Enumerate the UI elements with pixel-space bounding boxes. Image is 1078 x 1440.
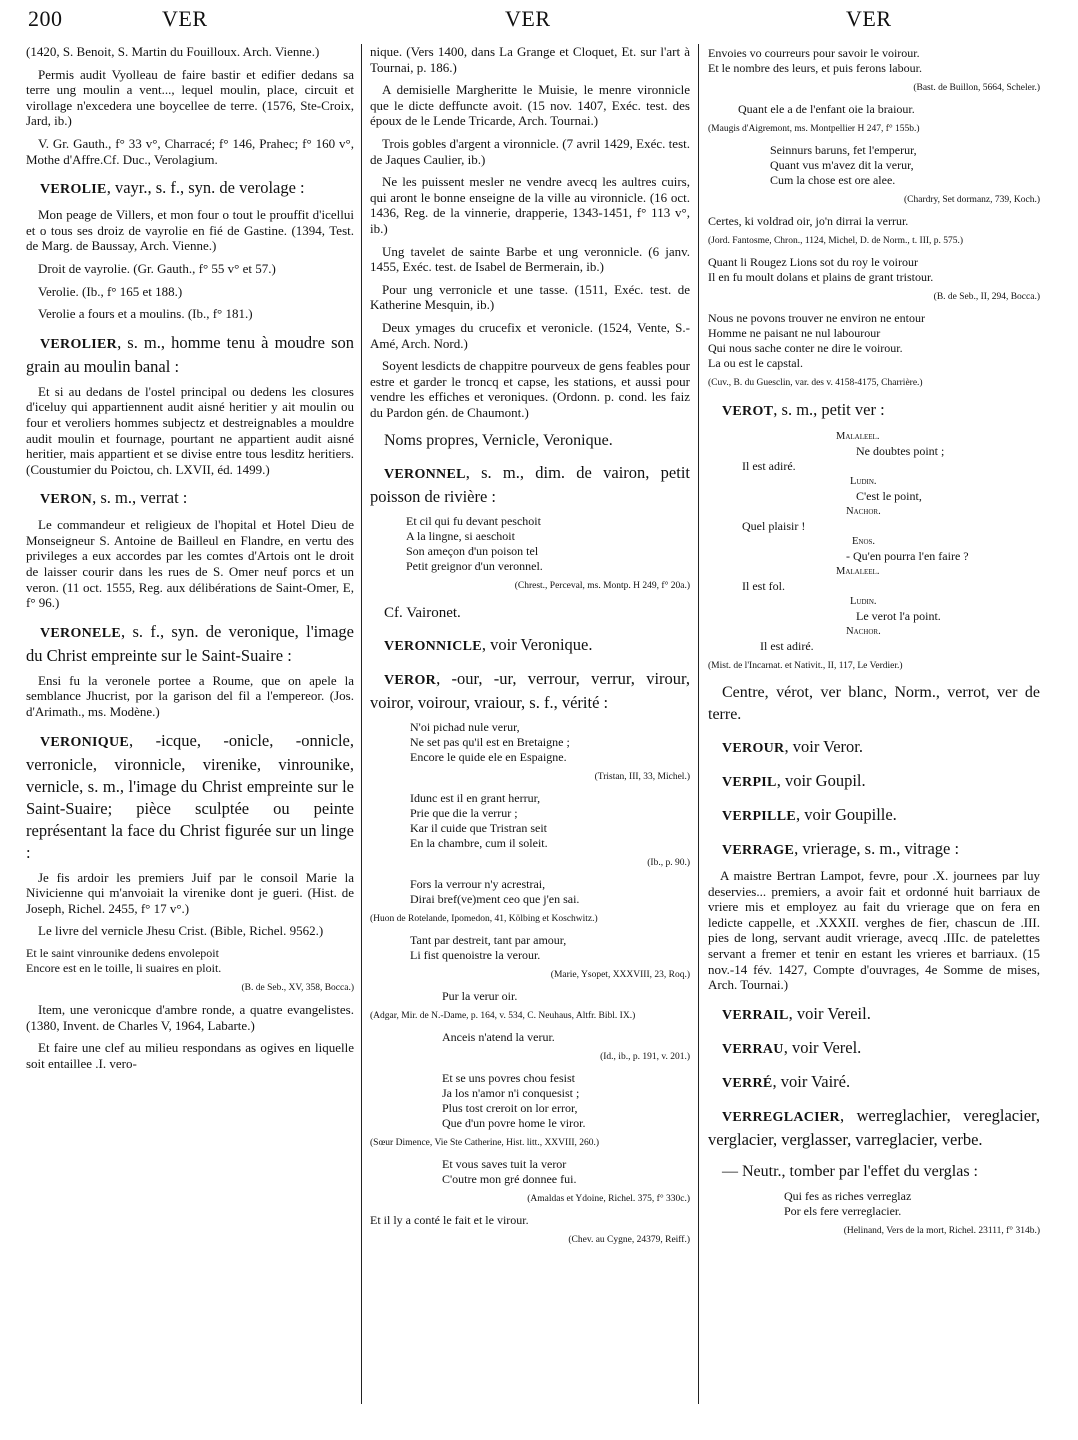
verse-quote — [442, 1030, 690, 1045]
entry-veronele: VERONELE, s. f., syn. de veronique, l'image du Christ empreinte sur le Saint-Suaire : — [26, 621, 354, 665]
verse-line: Et le saint vinrounike dedens envolepoit — [26, 946, 219, 960]
verse-line: Ja los n'amor n'i conquesist ; — [442, 1086, 580, 1101]
source-reference: (B. de Seb., II, 294, Bocca.) — [933, 292, 1040, 302]
speaker-name: Ludin. — [850, 476, 877, 487]
verse-line: Kar il cuide que Tristran seit — [410, 821, 547, 836]
speaker-name: Enos. — [852, 536, 876, 547]
verse-line: Et il ly a conté le fait et le virour. — [370, 1213, 529, 1228]
cross-reference: Cf. Vaironet. — [384, 605, 461, 622]
verse-line: Il est fol. — [742, 579, 785, 593]
citation: Je fis ardoir les premiers Juif par le consoil Marie la Nivicienne qui m'anvoiait la virenike dont je gueri. (Hist. de Joseph, Richel. 2455, f° 17 v°.) — [26, 869, 354, 916]
source-reference: (Marie, Ysopet, XXXVIII, 23, Roq.) — [550, 970, 690, 981]
speaker-name: Nachor. — [846, 506, 881, 517]
speaker-name: Nachor. — [846, 626, 881, 637]
entry-verour: VEROUR, voir Veror. — [722, 737, 864, 756]
citation: Ensi fu la veronele portee a Roume, que on apele la semblance Jhucrist, por la garison del fil a l'empereor. (Jos. d'Arimath., ms. Modène.) — [26, 672, 354, 720]
entry-verot: VEROT, s. m., petit ver : — [722, 400, 885, 419]
headword: VERPIL — [722, 775, 777, 790]
column-rule — [698, 44, 699, 1404]
verse-line: N'oi pichad nule verur, — [410, 720, 520, 735]
verse-line: Idunc est il en grant herrur, — [410, 791, 541, 806]
verse-line: Tant par destreit, tant par amour, — [410, 933, 567, 948]
citation: Ung tavelet de sainte Barbe et ung veronnicle. (6 janv. 1455, Exéc. test. de Isabel de Bermerain, ib.) — [370, 243, 690, 275]
page-header — [0, 0, 1078, 40]
running-headword-center: VER — [505, 6, 551, 31]
entry-verre: VERRÉ, voir Vairé. — [722, 1071, 851, 1091]
verse-quote — [738, 102, 1040, 117]
citation: Pour ung verronicle et une tasse. (1511, Exéc. test. de Katherine Mesquin, ib.) — [370, 281, 690, 313]
source-reference: (Huon de Rotelande, Ipomedon, 41, Kölbing et Koschwitz.) — [370, 914, 598, 925]
headword: VERRAIL — [722, 1007, 789, 1023]
headword: VERON — [40, 492, 93, 508]
verse-line: Et le nombre des leurs, et puis ferons labour. — [708, 61, 922, 75]
verse-quote — [410, 933, 690, 963]
verse-quote — [770, 143, 1040, 188]
dialogue-quote — [708, 429, 1040, 654]
verse-line: Li fist quenoistre la verour. — [410, 948, 541, 963]
headword: VEROT — [722, 404, 774, 419]
headword: VEROLIE — [40, 182, 107, 198]
verse-quote — [410, 720, 690, 765]
citation: Permis audit Vyolleau de faire bastir et edifier dedans sa terre ung moulin a vent..., lequel moulin, place, circuit et virollage n'excedera une boycellee de terre. (1576, Ste-Croix, Jard, ib.) — [26, 66, 354, 129]
verse-quote — [442, 1157, 690, 1187]
page-number: 200 — [28, 6, 63, 31]
cross-reference: V. Gr. Gauth., f° 33 v°, Charracé; f° 146, Prahec; f° 160 v°, Mothe d'Affre.Cf. Duc., Verolagium. — [26, 135, 354, 167]
citation: A maistre Bertran Lampot, fevre, pour .X. journees par luy deservies... premiers, a avoir fait et ordonné huit barriaux de vriere mis et employez au fait du vrierage que on fera en ledicte cappelle, et .XXXII. verghes de fier, chascun de .III. pies de long, servant audit vrierage, avecq .IIIc. de patelettes servant a fremer et tenir en estant les vrieres et barriaux. (15 nov.-14 fév. 1427, Compte d'ouvrages, 4e Somme de mises, Arch. Tournai.) — [708, 868, 1040, 993]
source-reference: (Chardry, Set dormanz, 739, Koch.) — [903, 195, 1040, 205]
citation: Trois gobles d'argent a vironnicle. (7 avril 1429, Exéc. test. de Jaques Caulier, ib.) — [370, 135, 690, 167]
headword: VEROR — [384, 673, 437, 689]
citation: (1420, S. Benoit, S. Martin du Fouilloux. Arch. Vienne.) — [26, 44, 320, 59]
source-reference: (Tristan, III, 33, Michel.) — [594, 772, 690, 783]
headword: VERPILLE — [722, 809, 796, 824]
citation: nique. (Vers 1400, dans La Grange et Cloquet, Et. sur l'art à Tournai, p. 186.) — [370, 44, 690, 75]
verse-quote — [708, 311, 1040, 371]
verse-quote — [410, 877, 690, 907]
headword: VERRAU — [722, 1041, 784, 1057]
verse-line: Et cil qui fu devant peschoit — [406, 514, 541, 529]
verse-line: Cum la chose est ore alee. — [770, 173, 896, 187]
source-reference: (Ib., p. 90.) — [647, 858, 690, 869]
sense-definition: — Neutr., tomber par l'effet du verglas : — [722, 1162, 978, 1180]
verse-line: Qui nous sache conter ne dire le voirour. — [708, 341, 903, 355]
verse-line: Et se uns povres chou fesist — [442, 1071, 575, 1086]
headword: VEROUR — [722, 741, 785, 756]
citation: Verolie. (Ib., f° 165 et 188.) — [38, 283, 183, 299]
verse-quote — [410, 791, 690, 851]
verse-line: Homme ne paisant ne nul labourour — [708, 326, 881, 340]
source-reference: (Bast. de Buillon, 5664, Scheler.) — [913, 83, 1040, 93]
citation: Mon peage de Villers, et mon four o tout le prouffit d'icellui et o tous ses droiz de vayrolie en fié de Gastine. (1394, Test. de Marg. de Baussay, Arch. Vienne.) — [26, 207, 354, 254]
citation: Et si au dedans de l'ostel principal ou dedens les closures d'iceluy qui appartiennent audit aisné heritier y ait moulin ou four et veroliers hommes subjectz et destreignables a mouldre audit moulin et fournage, pourtant ne appartient audit aisné heritier, mais appartient et se divise entre tous lesditz heritiers. (Coustumier du Poictou, ch. LXVII, éd. 1499.) — [26, 383, 354, 477]
citation: Le commandeur et religieux de l'hopital et Hotel Dieu de Monseigneur S. Antoine de Bailleul en Flandre, en vertu des privileges a eux accordes par les comtes d'Artois ont le droit de laisser courir dans les rues de S. Omer neuf porcs et un veron. (11 oct. 1555, Reg. aux délibérations de Saint-Omer, E, f° 96.) — [26, 517, 354, 611]
verse-line: Por els fere verreglacier. — [784, 1203, 902, 1218]
column-middle — [370, 44, 690, 1404]
citation: Le livre del vernicle Jhesu Crist. (Bible, Richel. 9562.) — [38, 923, 324, 939]
verse-quote — [442, 1071, 690, 1131]
headword: VERRÉ — [722, 1075, 773, 1091]
verse-line: Son ameçon d'un poison tel — [406, 544, 539, 559]
citation: Item, une veronicque d'ambre ronde, a quatre evangelistes. (1380, Invent. de Charles V, 1964, Labarte.) — [26, 1002, 354, 1033]
verse-line: Il en fu moult dolans et plains de grant tristour. — [708, 270, 934, 284]
verse-line: Petit greignor d'un veronnel. — [406, 559, 543, 574]
entry-verpille: VERPILLE, voir Goupille. — [722, 805, 897, 824]
verse-line: En la chambre, cum il soleit. — [410, 836, 548, 851]
verse-line: Plus tost creroit on lor error, — [442, 1101, 578, 1116]
source-reference: (B. de Seb., XV, 358, Bocca.) — [241, 983, 354, 993]
speaker-name: Malaleel. — [836, 566, 880, 577]
verse-quote — [708, 255, 1040, 285]
headword: VERONIQUE — [40, 734, 130, 750]
headword: VEROLIER — [40, 336, 118, 352]
proper-names-note: Noms propres, Vernicle, Veronique. — [384, 432, 613, 450]
verse-line: C'outre mon gré donnee fui. — [442, 1172, 577, 1187]
verse-line: Encore le quide ele en Espaigne. — [410, 750, 567, 765]
entry-veronnel: VERONNEL, s. m., dim. de vairon, petit poisson de rivière : — [370, 463, 690, 507]
citation: Deux ymages du crucefix et veronicle. (1524, Vente, S.-Amé, Arch. Nord.) — [370, 319, 690, 351]
verse-line: Le verot l'a point. — [856, 609, 941, 623]
citation: Et faire une clef au milieu respondans as ogives en liquelle soit entaillee .I. vero- — [26, 1040, 354, 1071]
verse-line: Fors la verrour n'y acrestrai, — [410, 877, 546, 892]
source-reference: (Chrest., Perceval, ms. Montp. H 249, f° 20a.) — [514, 581, 690, 592]
verse-line: Seinnurs baruns, fet l'emperur, — [770, 143, 917, 157]
verse-line: Envoies vo courreurs pour savoir le voirour. — [708, 46, 920, 60]
verse-line: Que d'un povre home le viror. — [442, 1116, 586, 1131]
verse-line: Quel plaisir ! — [742, 519, 806, 533]
source-reference: (Cuv., B. du Guesclin, var. des v. 4158-4175, Charrière.) — [708, 378, 923, 388]
running-headword-left: VER — [162, 6, 208, 31]
entry-verolie: VEROLIE, vayr., s. f., syn. de verolage : — [40, 178, 305, 198]
verse-line: Ne doubtes point ; — [856, 444, 945, 458]
speaker-name: Ludin. — [850, 596, 877, 607]
verse-quote — [708, 46, 1040, 76]
headword: VERONELE — [40, 625, 121, 641]
verse-line: Ne set pas qu'il est en Bretaigne ; — [410, 735, 570, 750]
verse-line: A la lingne, si aeschoit — [406, 529, 515, 544]
source-reference: (Mist. de l'Incarnat. et Nativit., II, 117, Le Verdier.) — [708, 661, 903, 671]
source-reference: (Id., ib., p. 191, v. 201.) — [600, 1052, 690, 1063]
verse-line: Il est adiré. — [760, 639, 814, 653]
source-reference: (Jord. Fantosme, Chron., 1124, Michel, D. de Norm., t. III, p. 575.) — [708, 236, 964, 246]
entry-veronique: VERONIQUE, -icque, -onicle, -onnicle, verronicle, vironnicle, virenike, vinrounike, vernicle, s. m., l'image du Christ empreinte sur le Saint-Suaire; pièce sculptée ou peinte représentant la face du Christ figurée sur un linge : — [26, 730, 354, 862]
source-reference: (Sœur Dimence, Vie Ste Catherine, Hist. litt., XXVIII, 260.) — [370, 1138, 600, 1149]
verse-quote — [784, 1189, 1040, 1219]
citation: Ne les puissent mesler ne vendre avecq les aultres cuirs, qui aront le bonne enseigne de la ville au vironnicle. (16 oct. 1436, Reg. de la vinnerie, drapperie, 1343-1451, f° 113 v°, ib.) — [370, 174, 690, 236]
entry-verrau: VERRAU, voir Verel. — [722, 1037, 862, 1057]
column-right — [708, 44, 1040, 1404]
citation: A demisielle Margheritte le Muisie, le menre vironnicle que le dicte deffuncte avoit. (15 nov. 1407, Exéc. test. des époux de le Lende Tricarde, Arch. Tournai.) — [370, 82, 690, 129]
regional-note: Centre, vérot, ver blanc, Norm., verrot, ver de terre. — [708, 684, 1040, 723]
entry-verolier: VEROLIER, s. m., homme tenu à moudre son grain au moulin banal : — [26, 332, 354, 376]
verse-quote — [26, 946, 354, 976]
verse-line: Quant li Rougez Lions sot du roy le voirour — [708, 255, 918, 269]
verse-line: Qui fes as riches verreglaz — [784, 1188, 912, 1203]
headword: VERRAGE — [722, 843, 795, 858]
column-left — [26, 44, 354, 1404]
source-reference: (Maugis d'Aigremont, ms. Montpellier H 247, f° 155b.) — [708, 124, 920, 134]
verse-line: Quant vus m'avez dit la verur, — [770, 158, 914, 172]
entry-verrail: VERRAIL, voir Vereil. — [722, 1003, 871, 1023]
verse-line: Encore est en le toille, li suaires en ploit. — [26, 961, 222, 975]
source-reference: (Helinand, Vers de la mort, Richel. 23111, f° 314b.) — [843, 1225, 1040, 1236]
source-reference: (Adgar, Mir. de N.-Dame, p. 164, v. 534, C. Neuhaus, Altfr. Bibl. IX.) — [370, 1011, 636, 1022]
verse-line: - Qu'en pourra l'en faire ? — [846, 549, 969, 563]
headword: VERONNICLE — [384, 639, 482, 655]
verse-line: La ou est le capstal. — [708, 356, 803, 370]
entry-veror: VEROR, -our, -ur, verrour, verrur, virour, voiror, voirour, vraiour, s. f., vérité : — [370, 669, 690, 713]
citation: Soyent lesdicts de chappitre pourveux de gens feables pour estre et garder le troncq et capse, les stations, et aussi pour vendre les effiches et veroniques. (Ordonn. p. cond. les faiz du Pardon gén. de Chaumont.) — [370, 358, 690, 420]
verse-quote — [406, 514, 690, 574]
headword: VERONNEL — [384, 467, 466, 483]
verse-line: Il est adiré. — [742, 459, 796, 473]
verse-quote — [370, 1213, 690, 1228]
entry-verrage: VERRAGE, vrierage, s. m., vitrage : — [722, 839, 960, 858]
citation: Droit de vayrolie. (Gr. Gauth., f° 55 v° et 57.) — [38, 260, 276, 276]
source-reference: (Chev. au Cygne, 24379, Reiff.) — [568, 1235, 690, 1246]
column-rule — [361, 44, 362, 1404]
verse-line: Prie que die la verrur ; — [410, 806, 518, 821]
headword: VERREGLACIER — [722, 1109, 840, 1125]
verse-quote — [442, 989, 690, 1004]
verse-line: Nous ne povons trouver ne environ ne entour — [708, 311, 925, 325]
citation: Verolie a fours et a moulins. (Ib., f° 181.) — [38, 306, 253, 322]
entry-veron: VERON, s. m., verrat : — [40, 488, 188, 508]
verse-line: Anceis n'atend la verur. — [442, 1030, 555, 1045]
speaker-name: Malaleel. — [836, 431, 880, 442]
entry-verpil: VERPIL, voir Goupil. — [722, 771, 866, 790]
entry-veronnicle: VERONNICLE, voir Veronique. — [384, 635, 593, 655]
verse-line: Quant ele a de l'enfant oie la braiour. — [738, 102, 915, 116]
entry-verreglacier: VERREGLACIER, werreglachier, vereglacier, verglacier, verglasser, varreglacier, verbe. — [708, 1105, 1040, 1149]
verse-line: Et vous saves tuit la veror — [442, 1157, 567, 1172]
running-headword-right: VER — [846, 6, 892, 31]
source-reference: (Amaldas et Ydoine, Richel. 375, f° 330c.) — [527, 1194, 690, 1205]
verse-line: C'est le point, — [856, 489, 922, 503]
verse-line: Dirai bref(ve)ment ceo que j'en sai. — [410, 892, 580, 907]
verse-line: Pur la verur oir. — [442, 989, 518, 1004]
verse-quote — [708, 214, 1040, 229]
verse-line: Certes, ki voldrad oir, jo'n dirrai la verrur. — [708, 214, 909, 228]
